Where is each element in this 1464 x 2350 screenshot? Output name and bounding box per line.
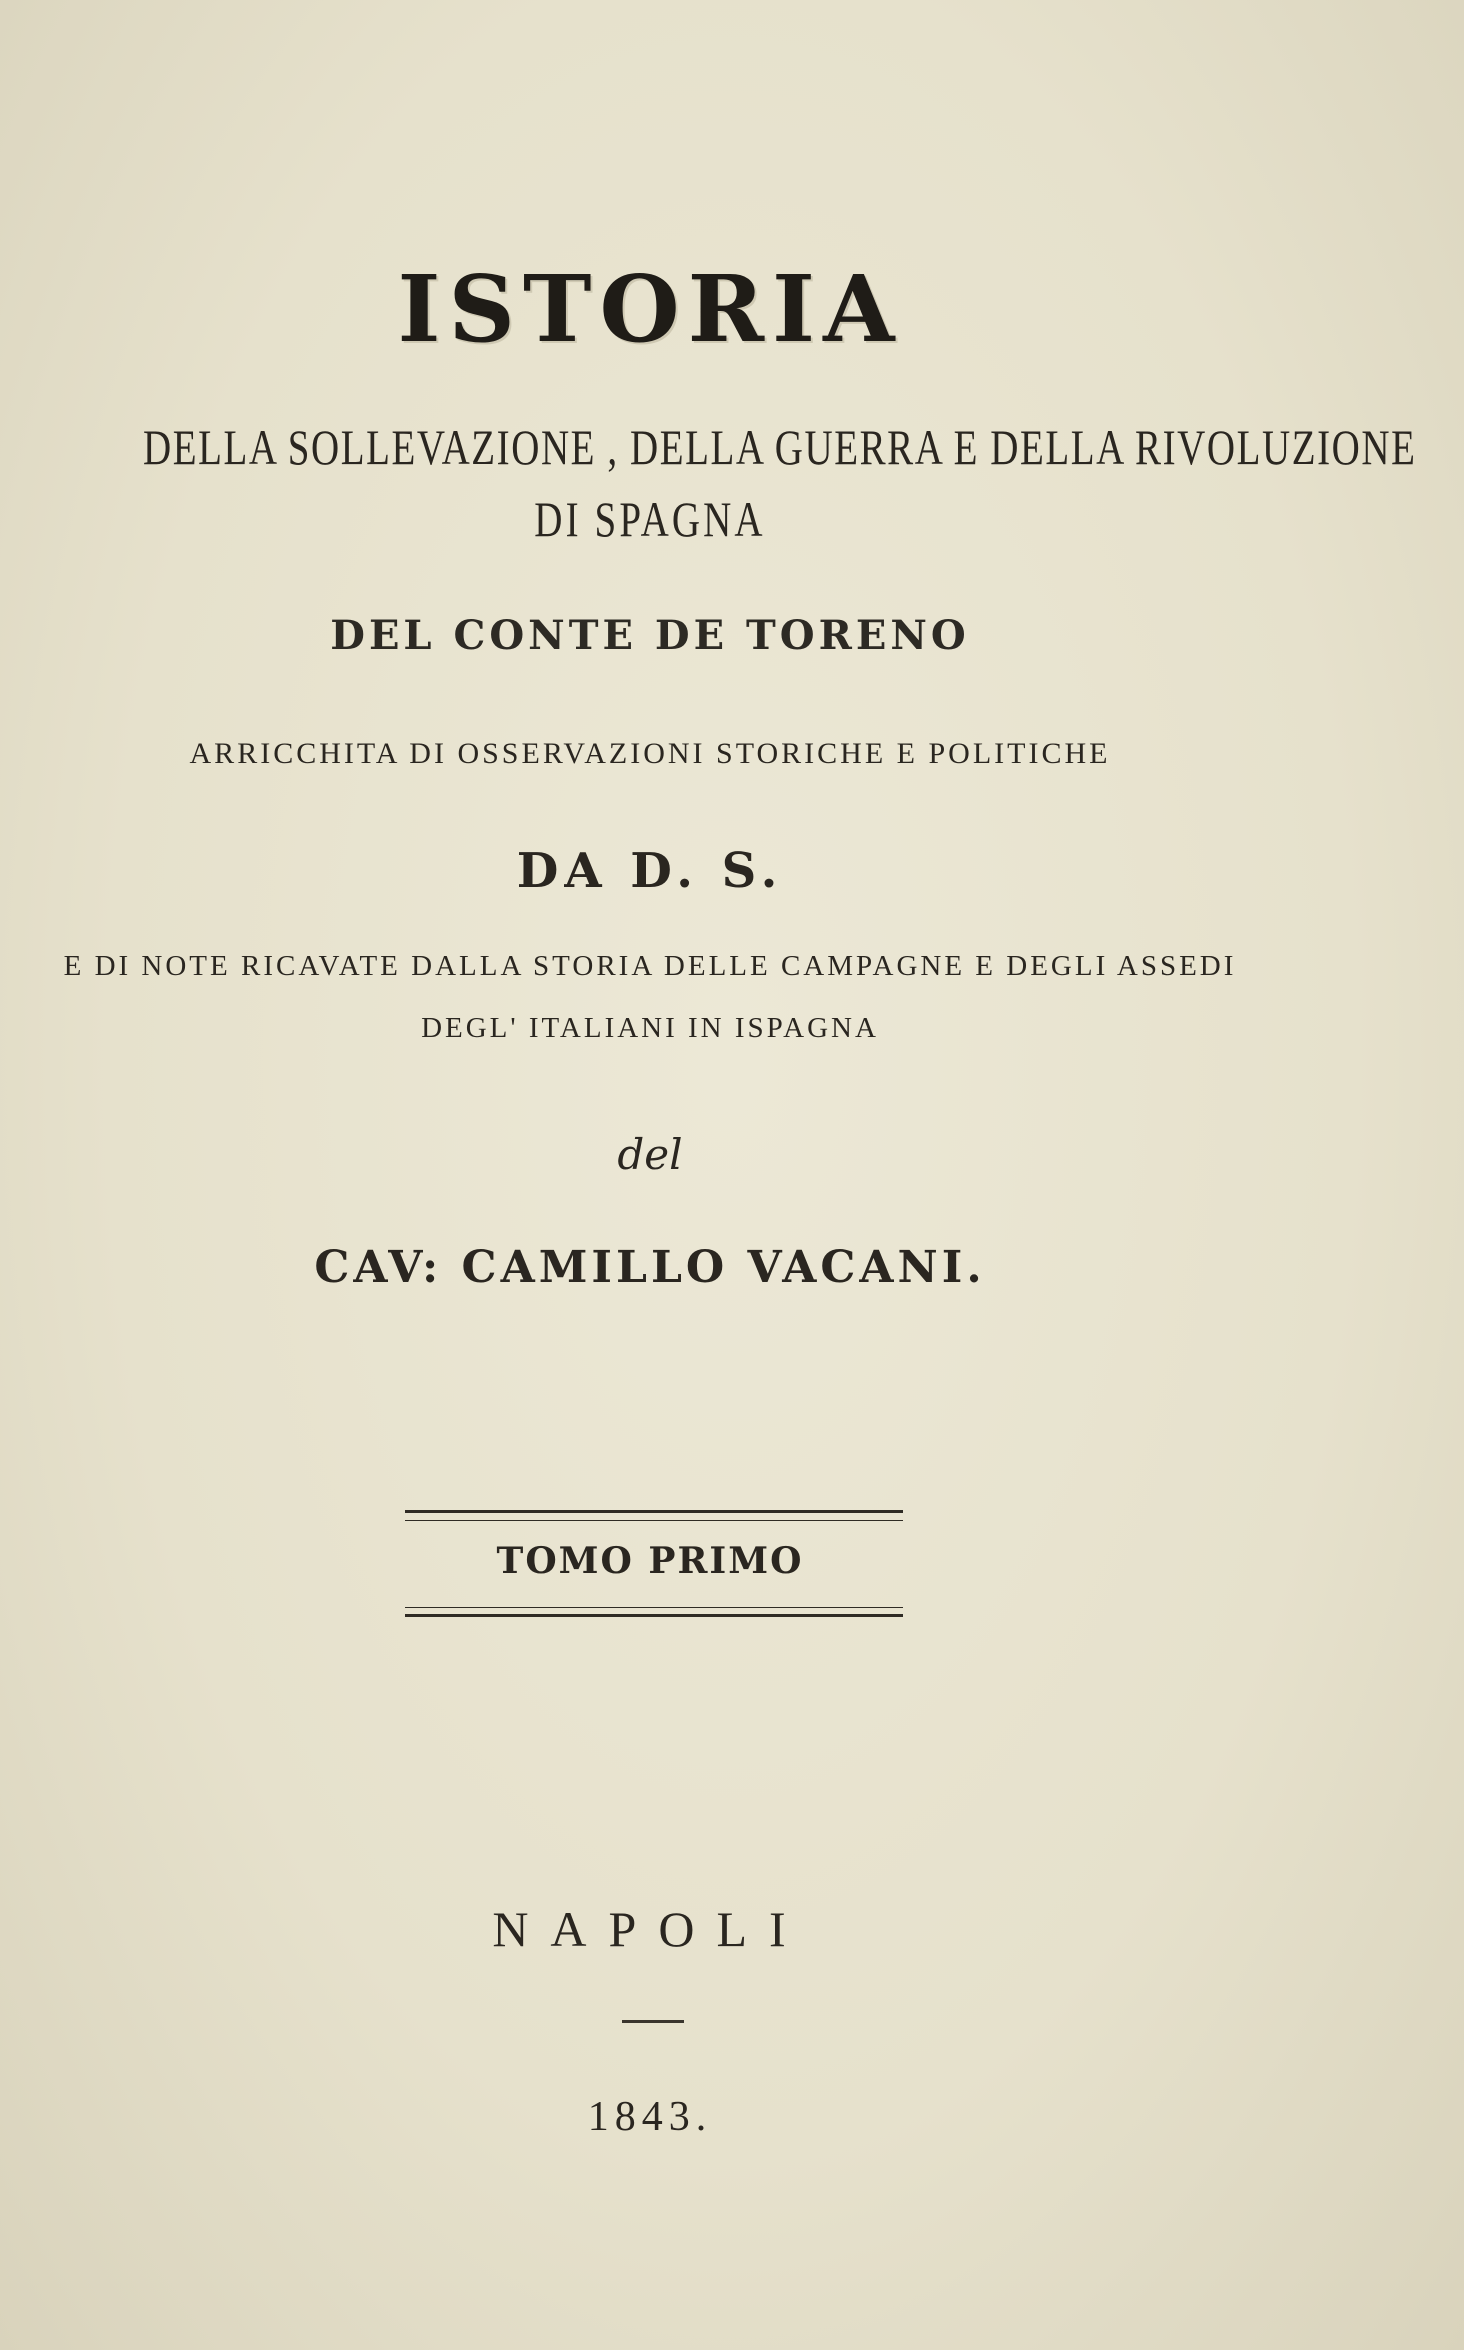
- publication-city: NAPOLI: [492, 1901, 808, 1957]
- enriched-by-line: ARRICCHITA DI OSSERVAZIONI STORICHE E POLITICHE: [189, 737, 1111, 770]
- book-title: ISTORIA: [397, 255, 903, 363]
- separator-dash: [622, 2020, 684, 2023]
- volume-label: TOMO PRIMO: [496, 1540, 804, 1582]
- rule-top-thick: [405, 1510, 903, 1513]
- notes-line-2: DEGL' ITALIANI IN ISPAGNA: [421, 1012, 879, 1044]
- rule-top-thin: [405, 1520, 903, 1521]
- rule-bottom-thin: [405, 1607, 903, 1608]
- del-word: del: [617, 1130, 683, 1179]
- subtitle-line-1: DELLA SOLLEVAZIONE , DELLA GUERRA E DELLA RIVOLUZIONE: [143, 419, 1417, 475]
- subtitle-line-2: DI SPAGNA: [534, 491, 766, 547]
- notes-author: CAV: CAMILLO VACANI.: [314, 1242, 986, 1293]
- editor-initials: DA D. S.: [516, 843, 784, 899]
- original-author: DEL CONTE DE TORENO: [330, 612, 970, 659]
- notes-line-1: E DI NOTE RICAVATE DALLA STORIA DELLE CAMPAGNE E DEGLI ASSEDI: [63, 950, 1237, 982]
- rule-bottom-thick: [405, 1614, 903, 1617]
- publication-year: 1843.: [587, 2094, 713, 2140]
